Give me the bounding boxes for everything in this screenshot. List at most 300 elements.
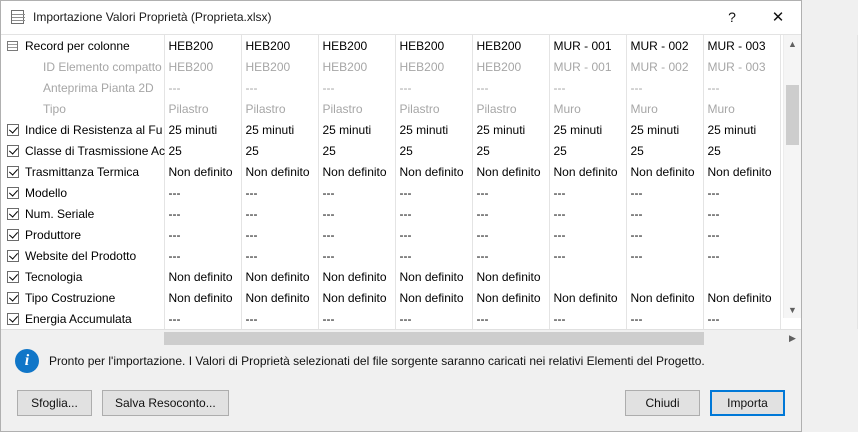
table-cell[interactable] — [472, 308, 549, 329]
cell-value: --- — [630, 206, 643, 221]
table-cell[interactable] — [703, 140, 780, 161]
cell-value: --- — [476, 227, 489, 242]
table-row — [1, 161, 857, 182]
cell-value: --- — [553, 206, 566, 221]
table-cell[interactable] — [395, 56, 472, 77]
row-label: Num. Seriale — [25, 206, 95, 221]
cell-value: Non definito — [245, 290, 310, 305]
table-cell[interactable] — [241, 182, 318, 203]
table-cell[interactable] — [472, 56, 549, 77]
row-checkbox[interactable] — [7, 208, 19, 220]
cell-value: Muro — [707, 101, 735, 116]
cell-value: MUR - 003 — [707, 38, 766, 53]
table-row — [1, 56, 857, 77]
cell-value: MUR - 001 — [553, 59, 612, 74]
table-cell[interactable] — [395, 35, 472, 56]
cell-value: --- — [707, 206, 720, 221]
table-cell[interactable] — [472, 266, 549, 287]
table-cell[interactable] — [626, 266, 703, 287]
table-cell[interactable] — [395, 266, 472, 287]
table-row — [1, 119, 857, 140]
table-cell[interactable] — [549, 77, 626, 98]
cell-value: --- — [245, 206, 258, 221]
table-cell[interactable] — [472, 140, 549, 161]
cell-value: --- — [322, 311, 335, 326]
vertical-scrollbar[interactable] — [783, 35, 801, 318]
table-cell[interactable] — [703, 182, 780, 203]
cell-value: --- — [322, 206, 335, 221]
table-cell[interactable] — [164, 308, 241, 329]
table-cell[interactable] — [318, 119, 395, 140]
table-cell[interactable] — [318, 224, 395, 245]
table-cell[interactable] — [164, 161, 241, 182]
cell-value: Pilastro — [476, 101, 517, 116]
table-cell[interactable] — [626, 119, 703, 140]
table-row — [1, 245, 857, 266]
cell-value: --- — [322, 80, 335, 95]
cell-value: --- — [630, 311, 643, 326]
table-row — [1, 203, 857, 224]
table-row — [1, 140, 857, 161]
row-label: ID Elemento compatto — [43, 59, 162, 74]
row-header — [1, 119, 164, 140]
table-cell[interactable] — [395, 245, 472, 266]
row-header — [1, 56, 164, 77]
cell-value: Non definito — [630, 290, 695, 305]
cell-value: --- — [399, 248, 412, 263]
cell-value: Pilastro — [399, 101, 440, 116]
table-cell[interactable] — [703, 287, 780, 308]
cell-value: Non definito — [322, 164, 387, 179]
table-cell[interactable] — [626, 245, 703, 266]
row-label: Produttore — [25, 227, 82, 242]
table-cell[interactable] — [549, 140, 626, 161]
table-cell[interactable] — [472, 161, 549, 182]
table-cell[interactable] — [241, 203, 318, 224]
table-cell[interactable] — [395, 224, 472, 245]
table-cell[interactable] — [164, 224, 241, 245]
table-cell[interactable] — [472, 245, 549, 266]
cell-value: HEB200 — [168, 59, 214, 74]
row-header — [1, 245, 164, 266]
cell-value: Non definito — [399, 269, 464, 284]
table-row — [1, 98, 857, 119]
cell-value: --- — [322, 227, 335, 242]
table-cell[interactable] — [472, 119, 549, 140]
table-cell[interactable] — [549, 266, 626, 287]
cell-value: 25 minuti — [476, 122, 526, 137]
table-cell[interactable] — [626, 287, 703, 308]
cell-value: MUR - 003 — [707, 59, 766, 74]
cell-value: --- — [476, 185, 489, 200]
table-cell[interactable] — [241, 245, 318, 266]
cell-value: --- — [553, 80, 566, 95]
table-cell[interactable] — [472, 98, 549, 119]
table-row — [1, 77, 857, 98]
row-checkbox[interactable] — [7, 145, 19, 157]
cell-value: Non definito — [630, 164, 695, 179]
table-cell[interactable] — [164, 266, 241, 287]
table-cell[interactable] — [472, 203, 549, 224]
table-cell[interactable] — [164, 119, 241, 140]
cell-value: 25 minuti — [707, 122, 757, 137]
row-header — [1, 308, 164, 329]
info-icon: i — [15, 349, 39, 373]
row-header — [1, 98, 164, 119]
cell-value: HEB200 — [322, 38, 368, 53]
cell-value: --- — [630, 80, 643, 95]
table-cell[interactable] — [164, 287, 241, 308]
table-cell[interactable] — [318, 266, 395, 287]
table-cell[interactable] — [472, 182, 549, 203]
cell-value: --- — [322, 248, 335, 263]
table-cell[interactable] — [549, 35, 626, 56]
cell-value: Non definito — [399, 290, 464, 305]
table-cell[interactable] — [318, 161, 395, 182]
table-cell[interactable] — [703, 308, 780, 329]
table-cell[interactable] — [318, 245, 395, 266]
row-label: Energia Accumulata — [25, 311, 132, 326]
table-cell[interactable] — [164, 245, 241, 266]
table-cell[interactable] — [626, 224, 703, 245]
table-cell[interactable] — [549, 182, 626, 203]
cell-value: --- — [476, 311, 489, 326]
save-report-button[interactable]: Salva Resoconto... — [102, 390, 229, 416]
table-cell[interactable] — [703, 266, 780, 287]
cell-value: --- — [399, 311, 412, 326]
cell-value: HEB200 — [476, 59, 522, 74]
table-cell[interactable] — [318, 77, 395, 98]
table-row — [1, 35, 857, 56]
cell-value: Muro — [630, 101, 658, 116]
grid-viewport — [1, 35, 801, 329]
cell-value: --- — [553, 311, 566, 326]
cell-value: Non definito — [476, 269, 541, 284]
cell-value: HEB200 — [245, 38, 291, 53]
table-cell[interactable] — [703, 203, 780, 224]
row-header — [1, 287, 164, 308]
table-cell[interactable] — [549, 98, 626, 119]
cell-value: --- — [707, 185, 720, 200]
row-checkbox-placeholder — [7, 82, 19, 94]
spreadsheet-icon — [10, 9, 26, 25]
row-header — [1, 182, 164, 203]
cell-value: --- — [245, 227, 258, 242]
cell-value: --- — [476, 80, 489, 95]
table-cell[interactable] — [318, 56, 395, 77]
table-cell[interactable] — [626, 56, 703, 77]
cell-value: Non definito — [168, 164, 233, 179]
cell-value: 25 — [168, 143, 182, 158]
close-button[interactable]: Chiudi — [625, 390, 700, 416]
row-label: Tipo Costruzione — [25, 290, 116, 305]
cell-value: --- — [399, 185, 412, 200]
cell-value: 25 — [322, 143, 336, 158]
table-cell[interactable] — [395, 119, 472, 140]
cell-value: HEB200 — [399, 38, 445, 53]
cell-value: 25 minuti — [399, 122, 449, 137]
cell-value: HEB200 — [168, 38, 214, 53]
cell-value: Non definito — [245, 269, 310, 284]
table-cell[interactable] — [549, 203, 626, 224]
row-label: Record per colonne — [25, 38, 130, 53]
table-cell[interactable] — [472, 35, 549, 56]
table-cell[interactable] — [241, 308, 318, 329]
table-cell[interactable] — [164, 56, 241, 77]
property-table — [1, 35, 858, 329]
vertical-scroll-thumb[interactable] — [786, 85, 799, 145]
table-cell[interactable] — [472, 287, 549, 308]
table-cell[interactable] — [626, 35, 703, 56]
table-cell[interactable] — [318, 287, 395, 308]
table-cell[interactable] — [549, 245, 626, 266]
row-checkbox-placeholder — [7, 103, 19, 115]
table-cell[interactable] — [241, 266, 318, 287]
table-cell[interactable] — [164, 140, 241, 161]
row-checkbox[interactable] — [7, 271, 19, 283]
table-row — [1, 224, 857, 245]
row-label: Website del Prodotto — [25, 248, 137, 263]
table-cell[interactable] — [626, 161, 703, 182]
table-cell[interactable] — [472, 224, 549, 245]
row-checkbox[interactable] — [7, 250, 19, 262]
status-message: Pronto per l'importazione. I Valori di Proprietà selezionati del file sorgente saranno caricati nei relativi Elementi del Progetto. — [49, 354, 705, 368]
table-row — [1, 266, 857, 287]
cell-value: Non definito — [476, 164, 541, 179]
row-header — [1, 77, 164, 98]
window-title: Importazione Valori Proprietà (Proprieta.xlsx) — [33, 10, 272, 24]
table-cell[interactable] — [703, 245, 780, 266]
table-cell[interactable] — [241, 77, 318, 98]
table-cell[interactable] — [241, 161, 318, 182]
table-cell[interactable] — [395, 308, 472, 329]
row-label: Anteprima Pianta 2D — [43, 80, 154, 95]
browse-button[interactable]: Sfoglia... — [17, 390, 92, 416]
table-cell[interactable] — [318, 182, 395, 203]
table-cell[interactable] — [318, 203, 395, 224]
table-cell[interactable] — [241, 224, 318, 245]
cell-value: Non definito — [707, 164, 772, 179]
table-cell[interactable] — [626, 140, 703, 161]
cell-value: Muro — [553, 101, 581, 116]
table-cell[interactable] — [549, 308, 626, 329]
table-cell[interactable] — [703, 161, 780, 182]
cell-value: HEB200 — [399, 59, 445, 74]
cell-value: 25 minuti — [168, 122, 218, 137]
cell-value: Non definito — [322, 290, 387, 305]
cell-value: --- — [553, 227, 566, 242]
table-cell[interactable] — [703, 77, 780, 98]
table-cell[interactable] — [395, 287, 472, 308]
cell-value: --- — [707, 80, 720, 95]
table-cell[interactable] — [164, 35, 241, 56]
cell-value: --- — [399, 227, 412, 242]
table-cell[interactable] — [318, 35, 395, 56]
cell-value: 25 minuti — [322, 122, 372, 137]
table-cell[interactable] — [549, 56, 626, 77]
table-cell[interactable] — [472, 77, 549, 98]
cell-value: 25 — [399, 143, 413, 158]
cell-value: Non definito — [553, 164, 618, 179]
table-cell[interactable] — [164, 182, 241, 203]
row-checkbox[interactable] — [7, 166, 19, 178]
cell-value: Non definito — [322, 269, 387, 284]
cell-value: --- — [245, 80, 258, 95]
table-cell[interactable] — [241, 98, 318, 119]
cell-value: Pilastro — [322, 101, 363, 116]
cell-value: --- — [630, 227, 643, 242]
cell-value: 25 minuti — [630, 122, 680, 137]
table-cell[interactable] — [395, 203, 472, 224]
table-row — [1, 308, 857, 329]
cell-value: HEB200 — [245, 59, 291, 74]
row-checkbox[interactable] — [7, 229, 19, 241]
table-cell[interactable] — [164, 77, 241, 98]
table-cell[interactable] — [164, 98, 241, 119]
cell-value: --- — [168, 80, 181, 95]
close-window-button[interactable]: ✕ — [755, 1, 801, 33]
help-button[interactable]: ? — [709, 1, 755, 33]
table-cell[interactable] — [395, 182, 472, 203]
cell-value: 25 minuti — [245, 122, 295, 137]
cell-value: --- — [707, 227, 720, 242]
table-cell[interactable] — [241, 35, 318, 56]
table-cell[interactable] — [703, 98, 780, 119]
title-bar-buttons — [709, 1, 801, 33]
cell-value: --- — [707, 248, 720, 263]
cell-value: --- — [553, 248, 566, 263]
cell-value: --- — [168, 206, 181, 221]
cell-value: --- — [168, 248, 181, 263]
row-header — [1, 140, 164, 161]
cell-value: Non definito — [476, 290, 541, 305]
table-cell[interactable] — [318, 308, 395, 329]
table-cell[interactable] — [549, 161, 626, 182]
cell-value: 25 — [707, 143, 721, 158]
cell-value: --- — [476, 206, 489, 221]
property-grid — [1, 34, 801, 343]
table-cell[interactable] — [703, 119, 780, 140]
table-cell[interactable] — [164, 203, 241, 224]
cell-value: Non definito — [245, 164, 310, 179]
table-cell[interactable] — [549, 119, 626, 140]
cell-value: Pilastro — [168, 101, 209, 116]
cell-value: MUR - 002 — [630, 38, 689, 53]
cell-value: --- — [399, 206, 412, 221]
cell-value: 25 — [245, 143, 259, 158]
cell-value: 25 minuti — [553, 122, 603, 137]
cell-value: Non definito — [707, 290, 772, 305]
horizontal-scroll-thumb[interactable] — [164, 332, 704, 345]
table-cell[interactable] — [241, 140, 318, 161]
table-cell[interactable] — [395, 98, 472, 119]
table-cell[interactable] — [626, 203, 703, 224]
table-cell[interactable] — [703, 224, 780, 245]
cell-value: --- — [707, 311, 720, 326]
row-header — [1, 35, 164, 56]
table-cell[interactable] — [549, 287, 626, 308]
row-label: Indice di Resistenza al Fu — [25, 122, 163, 137]
scroll-down-icon[interactable]: ▼ — [788, 304, 797, 315]
table-row — [1, 182, 857, 203]
table-cell[interactable] — [626, 98, 703, 119]
cell-value: 25 — [553, 143, 567, 158]
row-label: Tecnologia — [25, 269, 83, 284]
cell-value: Non definito — [399, 164, 464, 179]
row-label: Tipo — [43, 101, 66, 116]
cell-value: --- — [399, 80, 412, 95]
cell-value: HEB200 — [322, 59, 368, 74]
cell-value: 25 — [630, 143, 644, 158]
table-cell[interactable] — [241, 287, 318, 308]
row-checkbox[interactable] — [7, 124, 19, 136]
cell-value: --- — [245, 311, 258, 326]
table-cell[interactable] — [395, 140, 472, 161]
cell-value: --- — [168, 227, 181, 242]
cell-value: --- — [476, 248, 489, 263]
table-cell[interactable] — [318, 98, 395, 119]
cell-value: --- — [245, 248, 258, 263]
cell-value: Non definito — [553, 290, 618, 305]
cell-value: --- — [630, 248, 643, 263]
cell-value: Non definito — [168, 269, 233, 284]
table-cell[interactable] — [703, 56, 780, 77]
table-row — [1, 287, 857, 308]
table-cell[interactable] — [626, 182, 703, 203]
cell-value: Pilastro — [245, 101, 286, 116]
row-header — [1, 203, 164, 224]
title-bar — [1, 1, 801, 34]
row-header — [1, 161, 164, 182]
table-cell[interactable] — [241, 56, 318, 77]
table-cell[interactable] — [318, 140, 395, 161]
row-checkbox-placeholder — [7, 61, 19, 73]
row-header — [1, 266, 164, 287]
scroll-up-icon[interactable]: ▲ — [788, 38, 797, 49]
import-button[interactable]: Importa — [710, 390, 785, 416]
row-label: Trasmittanza Termica — [25, 164, 140, 179]
cell-value: --- — [322, 185, 335, 200]
cell-value: Non definito — [168, 290, 233, 305]
scroll-right-icon[interactable]: ▶ — [789, 333, 796, 343]
table-cell[interactable] — [703, 35, 780, 56]
cell-value: --- — [630, 185, 643, 200]
cell-value: --- — [245, 185, 258, 200]
cell-value: MUR - 001 — [553, 38, 612, 53]
row-label: Modello — [25, 185, 68, 200]
cell-value: --- — [553, 185, 566, 200]
horizontal-scrollbar[interactable] — [1, 329, 801, 343]
dialog-footer — [1, 375, 801, 431]
table-cell[interactable] — [395, 77, 472, 98]
cell-value: --- — [168, 311, 181, 326]
row-checkbox[interactable] — [7, 187, 19, 199]
cell-value: --- — [168, 185, 181, 200]
table-cell[interactable] — [626, 77, 703, 98]
table-cell[interactable] — [241, 119, 318, 140]
table-cell[interactable] — [395, 161, 472, 182]
table-cell[interactable] — [626, 308, 703, 329]
row-label: Classe di Trasmissione Ac — [25, 143, 166, 158]
row-checkbox[interactable] — [7, 313, 19, 325]
row-header — [1, 224, 164, 245]
cell-value: HEB200 — [476, 38, 522, 53]
cell-value: MUR - 002 — [630, 59, 689, 74]
row-checkbox[interactable] — [7, 292, 19, 304]
cell-value: 25 — [476, 143, 490, 158]
drag-handle-icon[interactable] — [7, 40, 19, 52]
table-cell[interactable] — [549, 224, 626, 245]
